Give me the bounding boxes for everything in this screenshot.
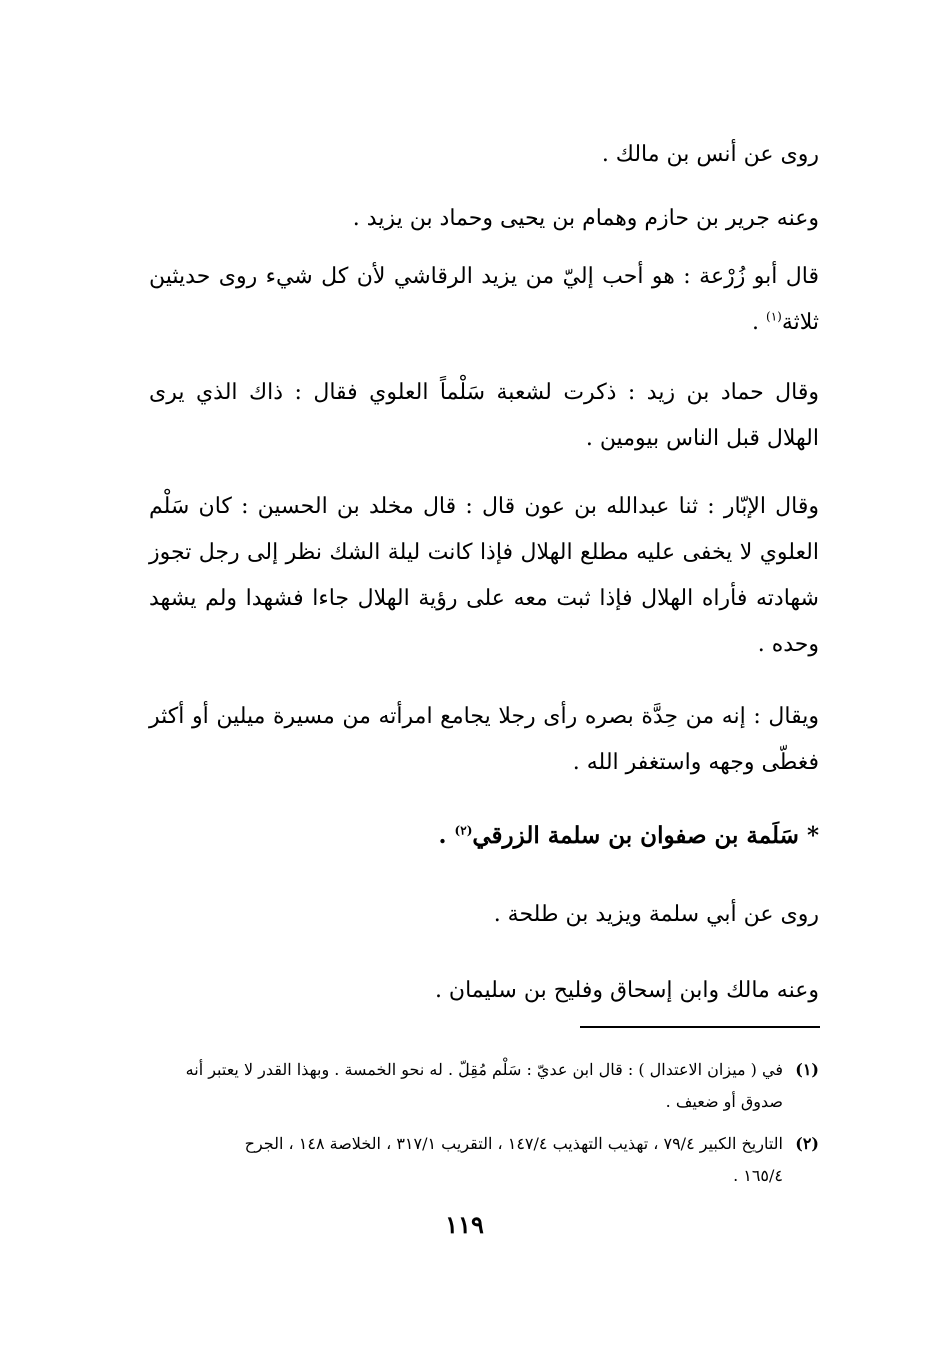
footnote-line: [155, 1160, 819, 1192]
paragraph-text: وقال حماد بن زيد : ذكرت لشعبة سَلْماً العلوي فقال : ذاك الذي يرى الهلال قبل الناس بيومين .: [149, 380, 819, 451]
heading-text: سَلَمة بن صفوان بن سلمة الزرقي: [472, 822, 799, 849]
footnote-ref-2: (٢): [454, 823, 473, 838]
paragraph-al-abbar: [149, 484, 819, 668]
paragraph-end: .: [752, 310, 766, 335]
footnote-text: التاريخ الكبير ٧٩/٤ ، تهذيب التهذيب ١٤٧/٤ ، التقريب ٣١٧/١ ، الخلاصة ١٤٨ ، الجرح: [244, 1134, 783, 1153]
footnote-number: (١): [795, 1060, 819, 1079]
footnote-text: في ( ميزان الاعتدال ) : قال ابن عديّ : سَلْم مُقِلّ . له نحو الخمسة . وبهذا القدر لا يعتبر أنه: [185, 1060, 783, 1079]
paragraph-narrated-from-2: [149, 892, 819, 938]
footnote-ref-1: (١): [766, 309, 782, 324]
page-number: ١١٩: [445, 1210, 484, 1239]
footnote-line: [155, 1128, 819, 1160]
paragraph-text: روى عن أنس بن مالك .: [601, 142, 819, 167]
heading-end: .: [438, 822, 455, 849]
paragraph-sharp-sight: [149, 694, 819, 786]
heading-marker: *: [798, 822, 819, 849]
footnote-line: [155, 1054, 819, 1086]
footnote-1: [155, 1054, 819, 1118]
paragraph-hammad: [149, 370, 819, 462]
entry-heading: [149, 814, 819, 858]
footnote-divider: [580, 1026, 820, 1028]
paragraph-text: قال أبو زُرْعة : هو أحب إليّ من يزيد الرقاشي لأن كل شيء روى حديثين ثلاثة: [149, 264, 819, 335]
footnote-2: [155, 1128, 819, 1192]
paragraph-narrated-from: [149, 132, 819, 178]
paragraph-narrators-from-him: [149, 196, 819, 242]
paragraph-text: ويقال : إنه من حِدَّة بصره رأى رجلا يجامع امرأته من مسيرة ميلين أو أكثر فغطّى وجهه واستغفر الله .: [149, 704, 819, 775]
footnote-line: [155, 1086, 819, 1118]
footnote-number: (٢): [795, 1134, 819, 1153]
paragraph-text: وعنه مالك وابن إسحاق وفليح بن سليمان .: [434, 978, 819, 1003]
footnote-text: صدوق أو ضعيف .: [665, 1092, 783, 1111]
paragraph-narrators-from-him-2: [149, 968, 819, 1014]
paragraph-text: روى عن أبي سلمة ويزيد بن طلحة .: [493, 902, 819, 927]
paragraph-abu-zura: [149, 254, 819, 346]
footnote-text: ١٦٥/٤ .: [733, 1166, 783, 1185]
paragraph-text: وقال الإبّار : ثنا عبدالله بن عون قال : قال مخلد بن الحسين : كان سَلْم العلوي لا يخفى عليه مطلع الهلال فإذا كانت ليلة الشك نظر إلى رجل تجوز شهادته فأراه الهلال فإذا ثبت معه على رؤية الهلال جاءا فشهدا ولم يشهد وحده .: [149, 494, 819, 657]
paragraph-text: وعنه جرير بن حازم وهمام بن يحيى وحماد بن يزيد .: [352, 206, 819, 231]
